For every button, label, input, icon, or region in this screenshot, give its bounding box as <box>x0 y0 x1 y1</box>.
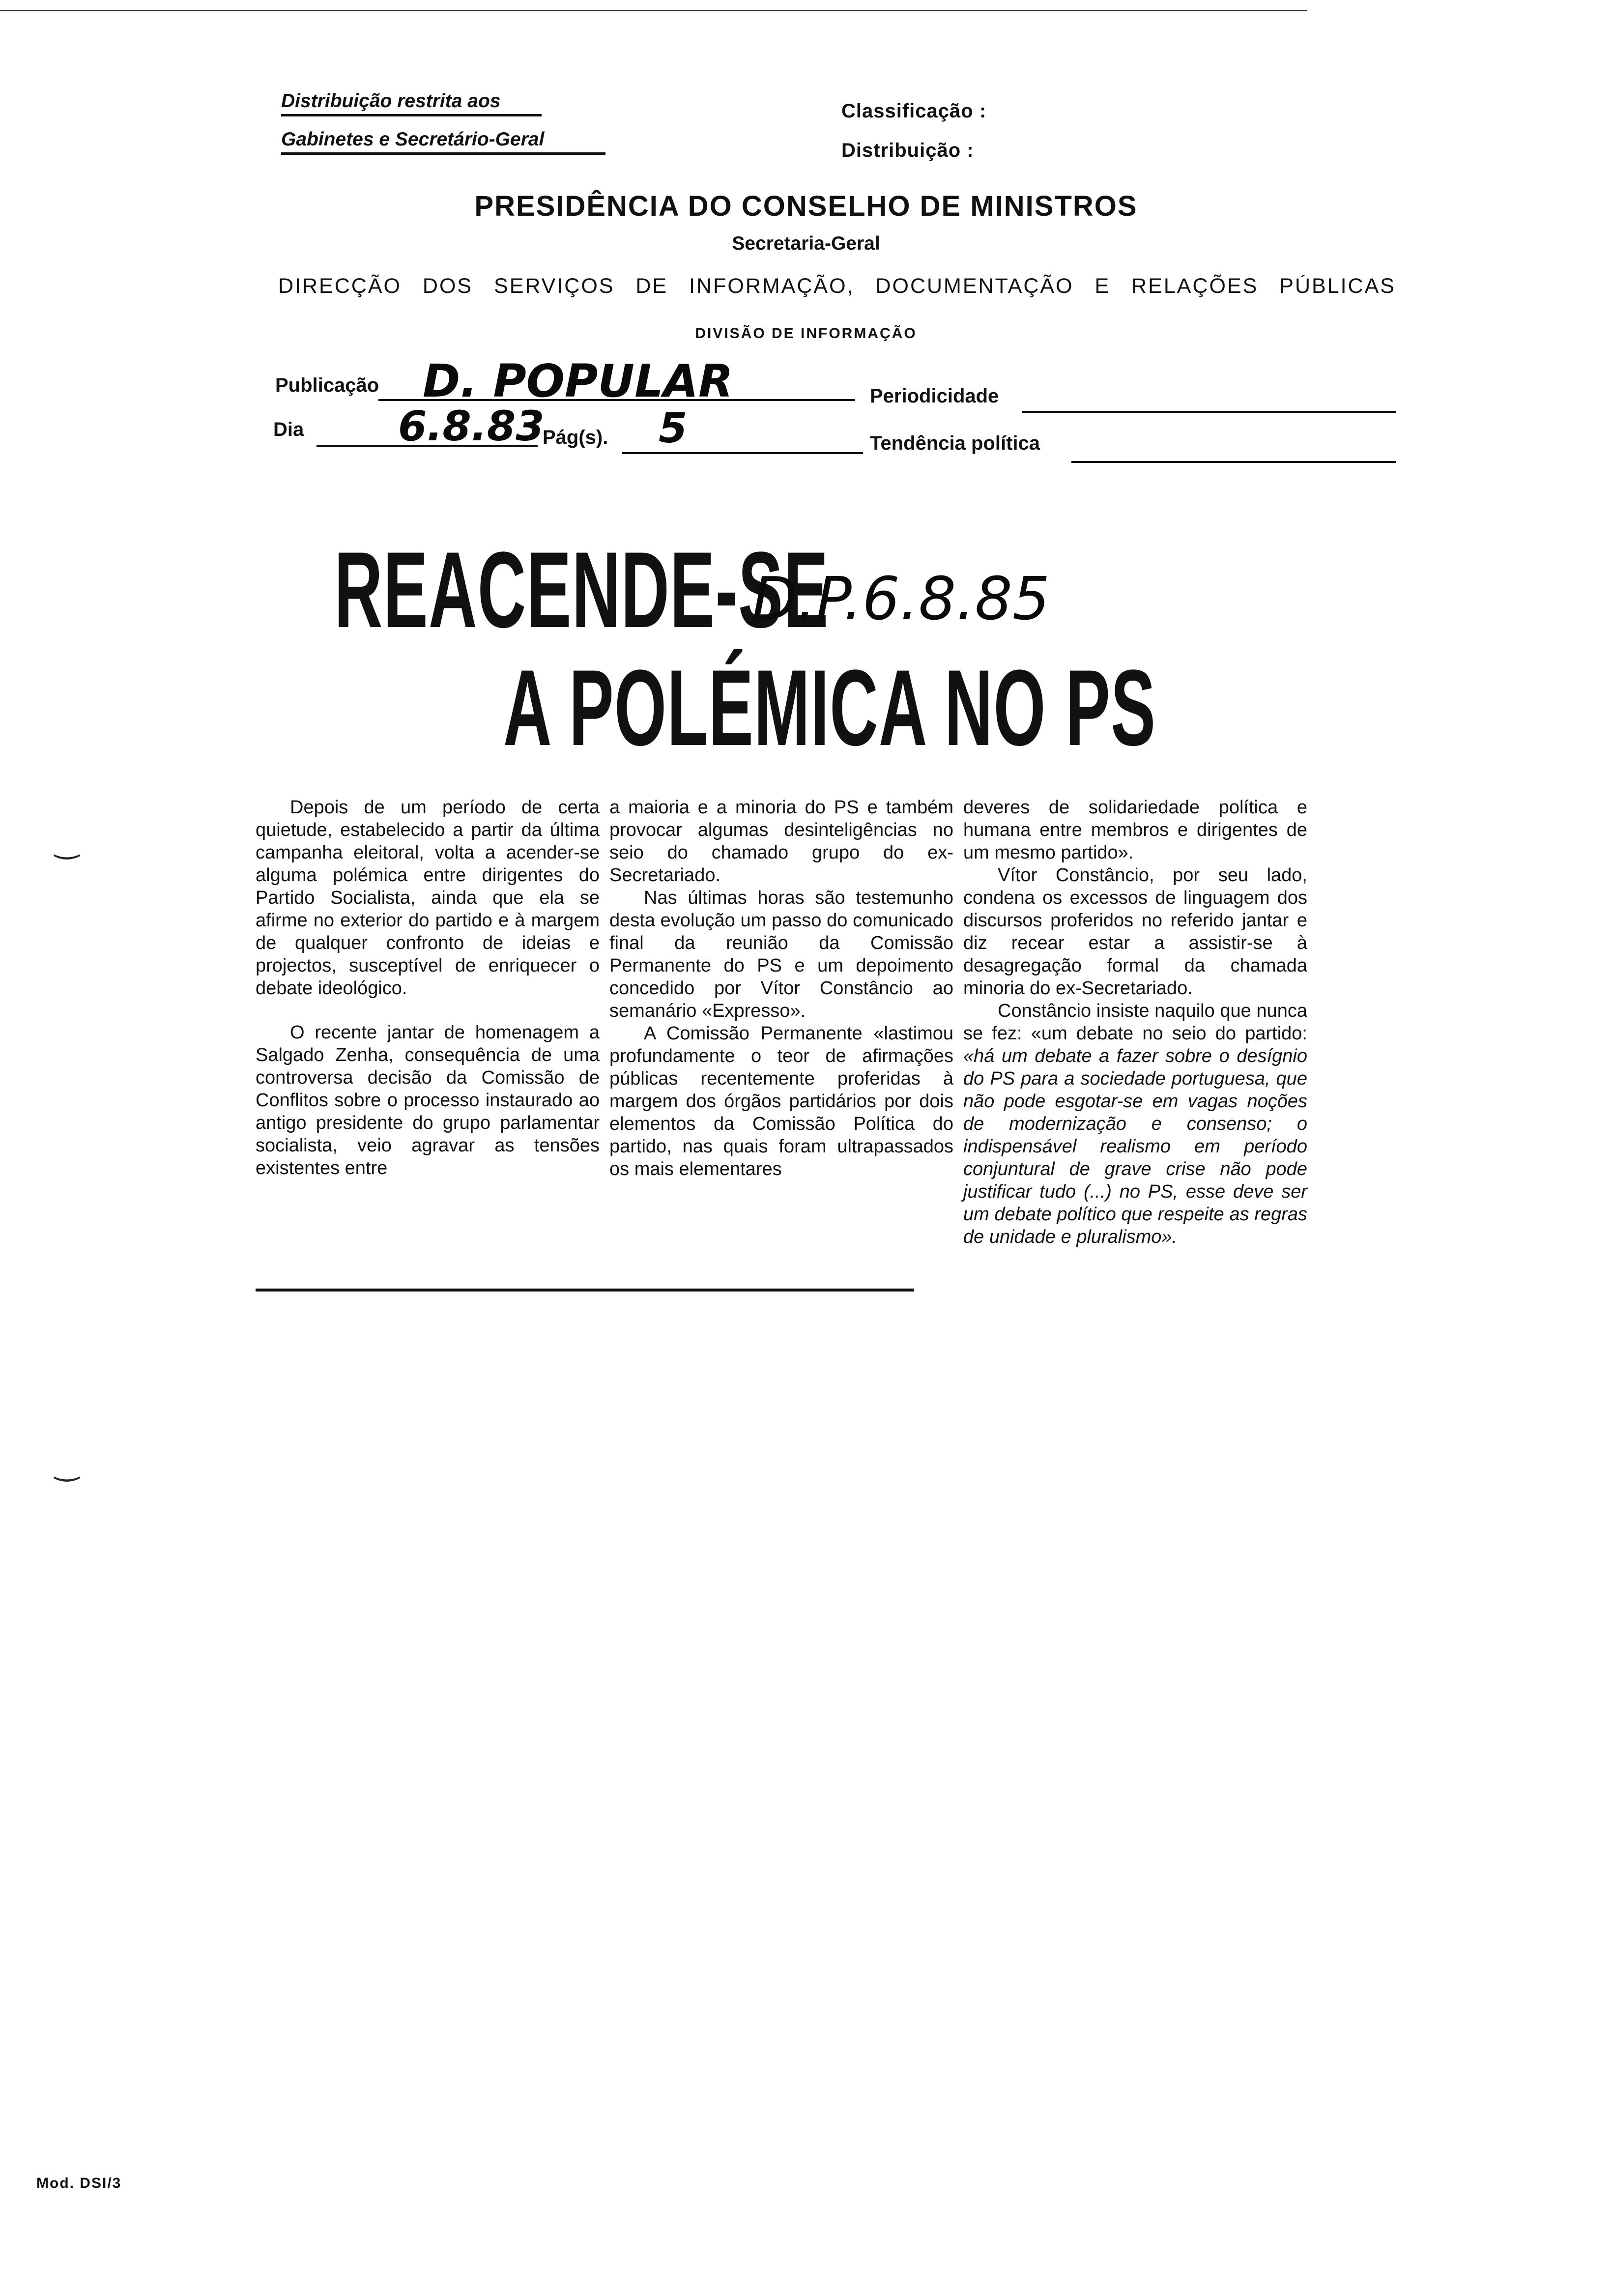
quote-intro: Constâncio insiste naquilo que nunca se fez: «um debate no seio do partido: <box>963 1001 1307 1044</box>
paragraph: O recente jantar de homenagem a Salgado Zenha, consequência de uma controversa decisão da Comissão de Conflitos sobre o processo instaurado ao antigo presidente do grupo parlamentar socialista, veio agravar as tensões existentes entre <box>256 1022 600 1178</box>
periodicity-label: Periodicidade <box>870 385 999 407</box>
article-column-1 <box>256 796 600 1179</box>
form-code: Mod. DSI/3 <box>36 2175 122 2191</box>
paragraph: a maioria e a minoria do PS e também provocar algumas desinteligências no seio do chamado grupo do ex-Secretariado. <box>609 797 953 886</box>
handwritten-reference: D.P.6.8.85 <box>752 565 1050 633</box>
day-label: Dia <box>273 419 304 440</box>
article-column-3 <box>963 796 1307 1248</box>
restricted-line-1: Distribuição restrita aos <box>281 90 542 116</box>
restricted-notice-2 <box>281 129 605 155</box>
paragraph: deveres de solidariedade política e humana entre membros e dirigentes de um mesmo partido». <box>963 797 1307 863</box>
distribution-label: Distribuição : <box>841 140 974 161</box>
scan-top-edge <box>0 10 1307 11</box>
publication-value: D. POPULAR <box>423 355 733 407</box>
tendency-label: Tendência política <box>870 432 1040 454</box>
margin-mark: ‿ <box>55 1448 79 1481</box>
org-title: PRESIDÊNCIA DO CONSELHO DE MINISTROS <box>474 190 1138 222</box>
paragraph <box>963 1000 1307 1248</box>
headline-line-2: A POLÉMICA NO PS <box>503 647 1156 768</box>
pages-value: 5 <box>659 404 688 452</box>
paragraph: Depois de um período de certa quietude, estabelecido a partir da última campanha eleitoral, volta a acender-se alguma polémica entre dirigentes do Partido Socialista, ainda que ela se afirme no exterior do partido e à margem de qualquer confronto de ideias e projectos, susceptível de enriquecer o debate ideológico. <box>256 797 600 999</box>
restricted-notice <box>281 90 556 116</box>
division-label: DIVISÃO DE INFORMAÇÃO <box>695 325 917 342</box>
paragraph: Nas últimas horas são testemunho desta evolução um passo do comunicado final da reunião da Comissão Permanente do PS e um depoimento concedido por Vítor Constâncio ao semanário «Expresso». <box>609 888 953 1021</box>
paragraph: A Comissão Permanente «lastimou profundamente o teor de afirmações públicas recentemente proferidas à margem dos órgãos partidários por dois elementos da Comissão Política do partido, nas quais foram ultrapassados os mais elementares <box>609 1023 953 1179</box>
pages-underline <box>622 452 863 454</box>
column-end-rule <box>256 1289 914 1292</box>
org-subtitle: Secretaria-Geral <box>732 233 880 254</box>
quote-text: «há um debate a fazer sobre o desígnio do PS para a sociedade portuguesa, que não pode esgotar-se em vagas noções de modernização e consenso; o indispensável realismo em período conjuntural de grave crise não pode justificar tudo (...) no PS, esse deve ser um debate político que respeite as regras de unidade e pluralismo». <box>963 1046 1307 1247</box>
paragraph: Vítor Constâncio, por seu lado, condena os excessos de linguagem dos discursos proferidos no referido jantar e diz recear estar a assistir-se à desagregação formal da chamada minoria do ex-Secretariado. <box>963 865 1307 999</box>
headline-line-1: REACENDE-SE <box>334 529 829 650</box>
margin-mark: ‿ <box>55 826 79 859</box>
periodicity-underline <box>1022 411 1396 413</box>
directorate-line: DIRECÇÃO DOS SERVIÇOS DE INFORMAÇÃO, DOCUMENTAÇÃO E RELAÇÕES PÚBLICAS <box>278 274 1396 298</box>
restricted-line-2: Gabinetes e Secretário-Geral <box>281 129 605 155</box>
classification-label: Classificação : <box>841 100 987 122</box>
day-value: 6.8.83 <box>398 402 545 450</box>
article-column-2 <box>609 796 953 1180</box>
pages-label: Pág(s). <box>543 427 608 448</box>
publication-label: Publicação <box>275 374 379 396</box>
tendency-underline <box>1071 461 1396 463</box>
